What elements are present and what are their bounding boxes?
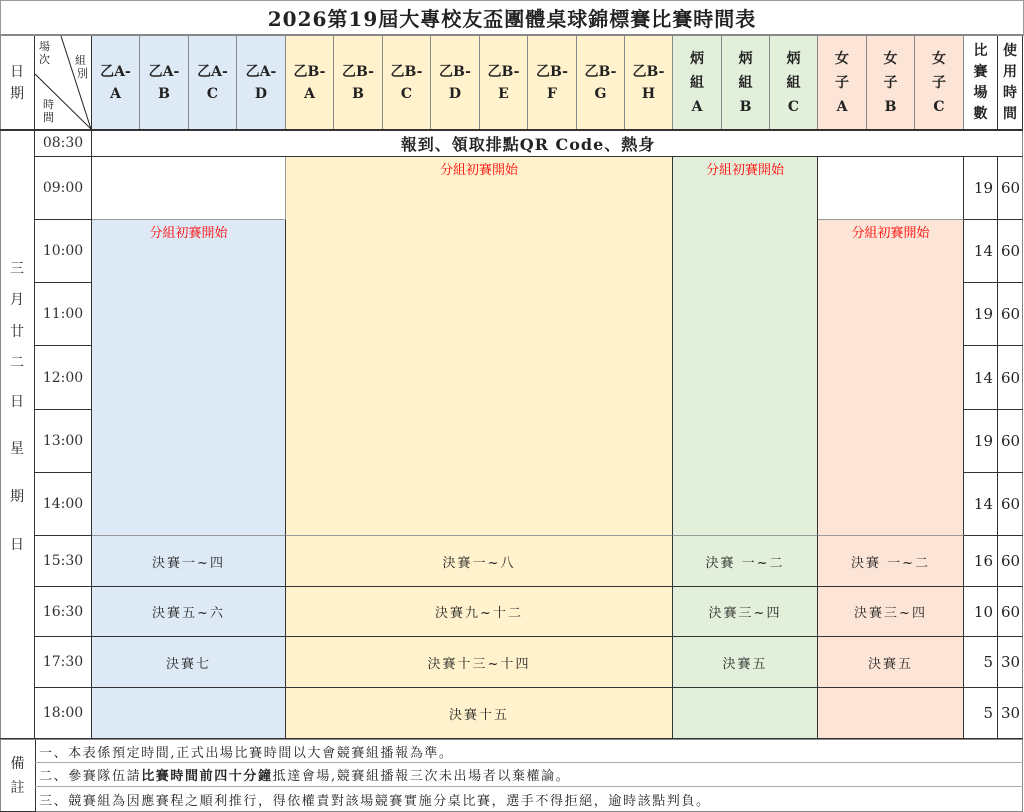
- blank-09-blue: [92, 157, 286, 220]
- final-text: 決賽三~四: [854, 606, 927, 621]
- usage-time: 60: [1000, 305, 1021, 323]
- diag-char: 場: [39, 40, 50, 53]
- group-line2: B: [884, 98, 897, 115]
- note-item-3: [35, 787, 1023, 811]
- date-char: 星: [10, 441, 24, 457]
- group-line1: 乙B-: [342, 63, 374, 80]
- date-char: 日: [10, 537, 24, 553]
- match-count: 14: [973, 242, 993, 260]
- final-cell-blue: [92, 587, 286, 637]
- group-line1: 乙A-: [148, 63, 180, 80]
- time-text: 18:00: [42, 705, 84, 721]
- hdr-char: 時: [1003, 84, 1017, 101]
- diag-char: 次: [39, 53, 50, 66]
- final-cell-pink: [818, 536, 964, 587]
- date-char: 廿: [10, 324, 24, 340]
- final-cell-yellow: [286, 637, 673, 688]
- final-text: 決賽五~六: [152, 606, 225, 621]
- note-item-1: [35, 740, 1023, 763]
- usage-time-cell: [998, 688, 1023, 739]
- time-text: 14:00: [42, 496, 84, 512]
- group-line1b: 組: [786, 74, 801, 91]
- match-count-cell: [964, 587, 998, 637]
- group-line1: 乙A-: [245, 63, 277, 80]
- group-line2: C: [933, 98, 945, 115]
- diag-char: 時: [43, 98, 54, 111]
- date-char: 日: [10, 394, 24, 410]
- final-cell-yellow: [286, 536, 673, 587]
- final-text: 決賽七: [165, 656, 211, 672]
- match-count-cell: [964, 473, 998, 536]
- header-group-13: [722, 36, 770, 130]
- match-count-cell: [964, 688, 998, 739]
- match-count: 10: [973, 602, 993, 621]
- header-group-9: [528, 36, 577, 130]
- match-count-cell: [964, 346, 998, 410]
- group-line1: 女: [883, 50, 898, 67]
- group-line2: B: [739, 98, 752, 115]
- time-cell: [35, 536, 92, 587]
- time-text: 13:00: [42, 433, 84, 449]
- diag-char: 別: [77, 67, 88, 80]
- final-cell-blue: [92, 637, 286, 688]
- header-group-5: [334, 36, 383, 130]
- group-line1b: 子: [835, 74, 849, 91]
- header-group-10: [577, 36, 625, 130]
- checkin-cell: [92, 130, 964, 157]
- page-title: 2026第19屆大專校友盃團體桌球錦標賽比賽時間表: [0, 0, 1024, 36]
- usage-time-cell: [998, 283, 1023, 346]
- final-cell-green: [673, 536, 818, 587]
- date-char: 三: [10, 261, 24, 277]
- group-line1: 乙A-: [100, 63, 131, 80]
- match-count: 19: [973, 179, 993, 197]
- block-yi-b-group-stage: [286, 157, 673, 536]
- usage-time: 60: [1000, 242, 1021, 260]
- match-count: 14: [973, 368, 993, 387]
- note-emphasis: 比賽時間前四十分鐘: [141, 769, 273, 784]
- match-count-cell: [964, 283, 998, 346]
- header-group-16: [867, 36, 915, 130]
- final-text: 決賽十三~十四: [427, 656, 531, 672]
- date-char: 二: [10, 355, 24, 371]
- group-line2: H: [641, 85, 656, 102]
- group-line2: A: [304, 85, 315, 102]
- header-group-1: [140, 36, 189, 130]
- final-text: 決賽 一~二: [850, 555, 931, 571]
- usage-time: 30: [1000, 704, 1021, 722]
- header-group-7: [431, 36, 480, 130]
- final-text: 決賽一~四: [152, 555, 225, 571]
- final-cell-pink: [818, 688, 964, 739]
- group-line1: 炳: [738, 50, 753, 67]
- header-group-11: [625, 36, 673, 130]
- checkin-tail: [964, 130, 1023, 157]
- time-cell: [35, 587, 92, 637]
- group-line2: B: [352, 85, 364, 102]
- final-cell-blue: [92, 688, 286, 739]
- time-text: 10:00: [42, 243, 84, 259]
- group-line2: G: [594, 85, 607, 102]
- group-line1b: 組: [690, 74, 704, 91]
- header-diag-topleft: [39, 40, 50, 66]
- group-line1: 女: [835, 50, 849, 67]
- checkin-text: 報到、領取排點QR Code、熱身: [400, 134, 656, 154]
- header-group-0: [92, 36, 140, 130]
- usage-time-cell: [998, 637, 1023, 688]
- match-count-cell: [964, 536, 998, 587]
- final-text: 決賽十五: [448, 707, 509, 723]
- final-text: 決賽五: [867, 656, 913, 672]
- time-text: 16:30: [42, 603, 84, 620]
- usage-time: 60: [1000, 602, 1021, 621]
- group-line1: 乙B-: [439, 63, 471, 80]
- usage-time-cell: [998, 346, 1023, 410]
- group-line2: A: [836, 98, 848, 115]
- usage-time-cell: [998, 220, 1023, 283]
- block-women-group-stage: [818, 220, 964, 536]
- diag-char: 間: [43, 111, 54, 124]
- group-line2: A: [691, 98, 703, 115]
- hdr-char: 場: [973, 84, 988, 101]
- match-count: 5: [983, 653, 993, 671]
- header-group-8: [480, 36, 528, 130]
- group-line1b: 子: [883, 74, 898, 91]
- final-cell-green: [673, 587, 818, 637]
- group-start-label: 分組初賽開始: [149, 226, 228, 241]
- final-cell-yellow: [286, 587, 673, 637]
- note-text: 一、本表係預定時間,正式出場比賽時間以大會競賽組播報為準。: [39, 745, 454, 761]
- time-text: 09:00: [42, 180, 84, 196]
- diag-char: 組: [75, 54, 86, 67]
- group-line1b: 子: [932, 74, 946, 91]
- group-line2: D: [448, 85, 462, 102]
- header-group-6: [383, 36, 431, 130]
- match-count: 14: [973, 495, 993, 513]
- group-line1: 乙B-: [390, 63, 423, 80]
- header-match-count: [964, 36, 998, 130]
- match-count-cell: [964, 637, 998, 688]
- final-text: 決賽九~十二: [435, 606, 523, 621]
- match-count: 5: [983, 704, 993, 722]
- usage-time: 30: [1000, 653, 1021, 671]
- usage-time: 60: [1000, 368, 1021, 387]
- note-text: 抵達會場,競賽組播報三次未出場者以棄權論。: [272, 769, 571, 784]
- header-date-char: 期: [10, 85, 24, 102]
- header-date-label: [0, 36, 35, 130]
- group-line1: 乙B-: [293, 63, 326, 80]
- time-cell: [35, 130, 92, 157]
- usage-time: 60: [1000, 179, 1021, 197]
- usage-time: 60: [1000, 495, 1021, 513]
- time-cell: [35, 346, 92, 410]
- group-line2: D: [254, 85, 268, 102]
- hdr-char: 用: [1003, 63, 1017, 80]
- header-diagonal-cell: [35, 36, 92, 130]
- note-text: 三、競賽組為因應賽程之順利推行，得依權責對該場競賽實施分桌比賽，選手不得拒絕，逾時該點判負。: [39, 793, 711, 809]
- group-line1: 炳: [786, 50, 801, 67]
- time-text: 15:30: [42, 553, 84, 569]
- group-start-label: 分組初賽開始: [439, 163, 518, 178]
- final-text: 決賽五: [722, 656, 768, 672]
- group-line1: 乙A-: [197, 63, 228, 80]
- usage-time-cell: [998, 473, 1023, 536]
- group-start-label: 分組初賽開始: [851, 226, 930, 241]
- group-line2: C: [400, 85, 413, 102]
- date-char: 月: [10, 292, 24, 308]
- header-group-14: [770, 36, 818, 130]
- group-line1: 炳: [690, 50, 704, 67]
- time-cell: [35, 410, 92, 473]
- usage-time-cell: [998, 410, 1023, 473]
- group-start-label: 分組初賽開始: [705, 163, 784, 178]
- match-count: 19: [973, 305, 993, 323]
- final-cell-pink: [818, 637, 964, 688]
- header-diag-bottom: [43, 98, 54, 124]
- time-text: 12:00: [42, 369, 84, 386]
- final-cell-yellow: [286, 688, 673, 739]
- group-line2: B: [158, 85, 170, 102]
- final-text: 決賽三~四: [708, 606, 782, 621]
- group-line1b: 組: [738, 74, 753, 91]
- usage-time-cell: [998, 587, 1023, 637]
- usage-time: 60: [1000, 552, 1021, 570]
- group-line2: F: [547, 85, 557, 102]
- header-group-3: [237, 36, 286, 130]
- group-line2: A: [110, 85, 121, 102]
- group-line2: E: [498, 85, 509, 102]
- group-line1: 乙B-: [536, 63, 568, 80]
- notes-label: [0, 739, 35, 812]
- group-line1: 乙B-: [487, 63, 520, 80]
- hdr-char: 使: [1003, 42, 1017, 59]
- final-cell-green: [673, 688, 818, 739]
- header-group-12: [673, 36, 722, 130]
- usage-time: 60: [1000, 432, 1021, 450]
- date-char: 期: [10, 489, 24, 505]
- date-column: [0, 130, 35, 739]
- match-count-cell: [964, 220, 998, 283]
- final-cell-blue: [92, 536, 286, 587]
- header-group-2: [189, 36, 237, 130]
- header-group-17: [915, 36, 964, 130]
- group-line1: 乙B-: [584, 63, 617, 80]
- group-line2: C: [206, 85, 219, 102]
- time-text: 11:00: [42, 306, 84, 322]
- match-count-cell: [964, 410, 998, 473]
- time-text: 08:30: [42, 135, 84, 151]
- final-text: 決賽 一~二: [705, 555, 785, 571]
- time-text: 17:30: [42, 654, 84, 670]
- hdr-char: 賽: [973, 63, 988, 80]
- time-cell: [35, 220, 92, 283]
- final-text: 決賽一~八: [442, 555, 516, 571]
- match-count: 16: [973, 552, 993, 570]
- header-group-4: [286, 36, 334, 130]
- time-cell: [35, 473, 92, 536]
- hdr-char: 間: [1003, 105, 1017, 122]
- group-line1: 乙B-: [632, 63, 665, 80]
- group-line2: C: [787, 98, 800, 115]
- time-cell: [35, 283, 92, 346]
- usage-time-cell: [998, 157, 1023, 220]
- usage-time-cell: [998, 536, 1023, 587]
- final-cell-pink: [818, 587, 964, 637]
- header-group-15: [818, 36, 867, 130]
- block-yi-a-group-stage: [92, 220, 286, 536]
- match-count: 19: [973, 432, 993, 450]
- note-text: 二、參賽隊伍請: [39, 769, 142, 784]
- note-item-2: [35, 763, 1023, 787]
- notes-label-char: 註: [10, 779, 25, 796]
- blank-09-pink: [818, 157, 964, 220]
- hdr-char: 數: [973, 105, 988, 122]
- notes-label-char: 備: [10, 755, 25, 772]
- final-cell-green: [673, 637, 818, 688]
- group-line1: 女: [932, 50, 946, 67]
- hdr-char: 比: [973, 42, 988, 59]
- time-cell: [35, 637, 92, 688]
- time-cell: [35, 688, 92, 739]
- block-bing-group-stage: [673, 157, 818, 536]
- time-cell: [35, 157, 92, 220]
- match-count-cell: [964, 157, 998, 220]
- header-date-char: 日: [10, 63, 24, 80]
- header-diag-topright: [73, 54, 88, 80]
- header-usage-time: [998, 36, 1023, 130]
